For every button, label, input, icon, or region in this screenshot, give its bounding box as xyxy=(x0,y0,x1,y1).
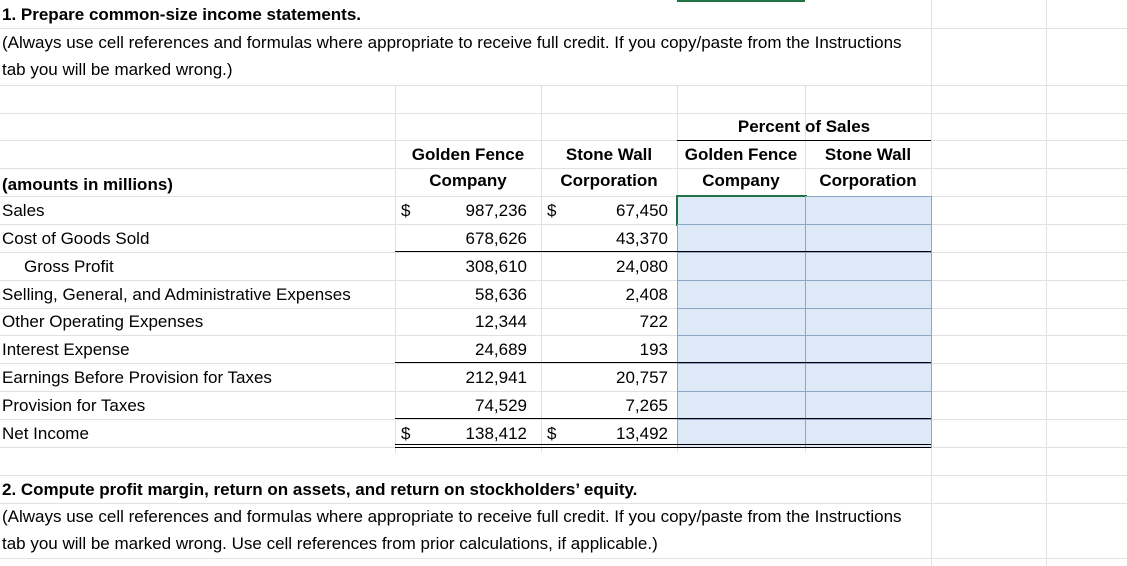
pct-golden-fence-line1: Golden Fence xyxy=(684,145,798,164)
row-label-interest: Interest Expense xyxy=(2,340,130,359)
part2-heading: 2. Compute profit margin, return on assets, and return on stockholders’ equity. xyxy=(2,480,638,499)
pct-input-sw-gross-profit[interactable] xyxy=(805,252,932,281)
pct-input-sw-sga[interactable] xyxy=(805,280,932,309)
sw-value[interactable]: 193 xyxy=(639,340,668,359)
pct-stone-wall-line2: Corporation xyxy=(819,171,917,190)
row-label-other-opex: Other Operating Expenses xyxy=(2,312,204,331)
currency-sign: $ xyxy=(547,424,557,443)
pct-input-gf-interest[interactable] xyxy=(677,335,806,364)
units-label: (amounts in millions) xyxy=(2,175,173,194)
col-stone-wall-line1: Stone Wall xyxy=(565,145,653,164)
pct-input-gf-other-opex[interactable] xyxy=(677,308,806,336)
pct-input-sw-ebt[interactable] xyxy=(805,363,932,392)
pct-input-sw-taxes[interactable] xyxy=(805,391,932,420)
pct-input-gf-sales[interactable] xyxy=(677,196,806,225)
row-label-taxes: Provision for Taxes xyxy=(2,396,146,415)
gf-value[interactable]: 12,344 xyxy=(475,312,527,331)
gf-value[interactable]: 987,236 xyxy=(465,201,527,220)
gf-value[interactable]: 212,941 xyxy=(465,368,527,387)
currency-sign: $ xyxy=(401,424,411,443)
row-label-gross-profit: Gross Profit xyxy=(24,257,114,276)
gf-value[interactable]: 74,529 xyxy=(475,396,527,415)
row-label-cogs: Cost of Goods Sold xyxy=(2,229,150,248)
gf-value[interactable]: 58,636 xyxy=(475,285,527,304)
pct-input-gf-cogs[interactable] xyxy=(677,224,806,253)
col-golden-fence-line1: Golden Fence xyxy=(411,145,525,164)
gf-value[interactable]: 678,626 xyxy=(465,229,527,248)
col-golden-fence-line2: Company xyxy=(429,171,507,190)
pct-input-gf-ebt[interactable] xyxy=(677,363,806,392)
pct-input-gf-gross-profit[interactable] xyxy=(677,252,806,281)
pct-input-sw-cogs[interactable] xyxy=(805,224,932,253)
row-label-sales: Sales xyxy=(2,201,45,220)
percent-of-sales-header: Percent of Sales xyxy=(737,117,871,136)
sw-value[interactable]: 2,408 xyxy=(625,285,668,304)
gf-value[interactable]: 308,610 xyxy=(465,257,527,276)
sw-value[interactable]: 7,265 xyxy=(625,396,668,415)
part2-instruction-line2: tab you will be marked wrong. Use cell references from prior calculations, if applicable.) xyxy=(2,534,658,553)
row-label-ebt: Earnings Before Provision for Taxes xyxy=(2,368,272,387)
row-label-net-income: Net Income xyxy=(2,424,89,443)
part1-heading: 1. Prepare common-size income statements. xyxy=(2,5,362,24)
sw-value[interactable]: 24,080 xyxy=(616,257,668,276)
sw-value[interactable]: 20,757 xyxy=(616,368,668,387)
part2-instruction-line1: (Always use cell references and formulas where appropriate to receive full credit. If you copy/paste from the Instructions xyxy=(2,507,902,526)
currency-sign: $ xyxy=(401,201,411,220)
sw-value[interactable]: 13,492 xyxy=(616,424,668,443)
gf-value[interactable]: 138,412 xyxy=(465,424,527,443)
gf-value[interactable]: 24,689 xyxy=(475,340,527,359)
column-marker xyxy=(677,0,805,2)
sw-value[interactable]: 722 xyxy=(639,312,668,331)
part1-instruction-line1: (Always use cell references and formulas where appropriate to receive full credit. If you copy/paste from the Instructions xyxy=(2,33,902,52)
pct-input-sw-sales[interactable] xyxy=(805,196,932,225)
pct-input-gf-taxes[interactable] xyxy=(677,391,806,420)
currency-sign: $ xyxy=(547,201,557,220)
part1-instruction-line2: tab you will be marked wrong.) xyxy=(2,60,233,79)
pct-input-gf-sga[interactable] xyxy=(677,280,806,309)
sw-value[interactable]: 67,450 xyxy=(616,201,668,220)
pct-input-sw-interest[interactable] xyxy=(805,335,932,364)
row-label-sga: Selling, General, and Administrative Expenses xyxy=(2,285,351,304)
sw-value[interactable]: 43,370 xyxy=(616,229,668,248)
pct-stone-wall-line1: Stone Wall xyxy=(824,145,912,164)
col-stone-wall-line2: Corporation xyxy=(560,171,658,190)
pct-golden-fence-line2: Company xyxy=(702,171,780,190)
pct-input-sw-other-opex[interactable] xyxy=(805,308,932,336)
